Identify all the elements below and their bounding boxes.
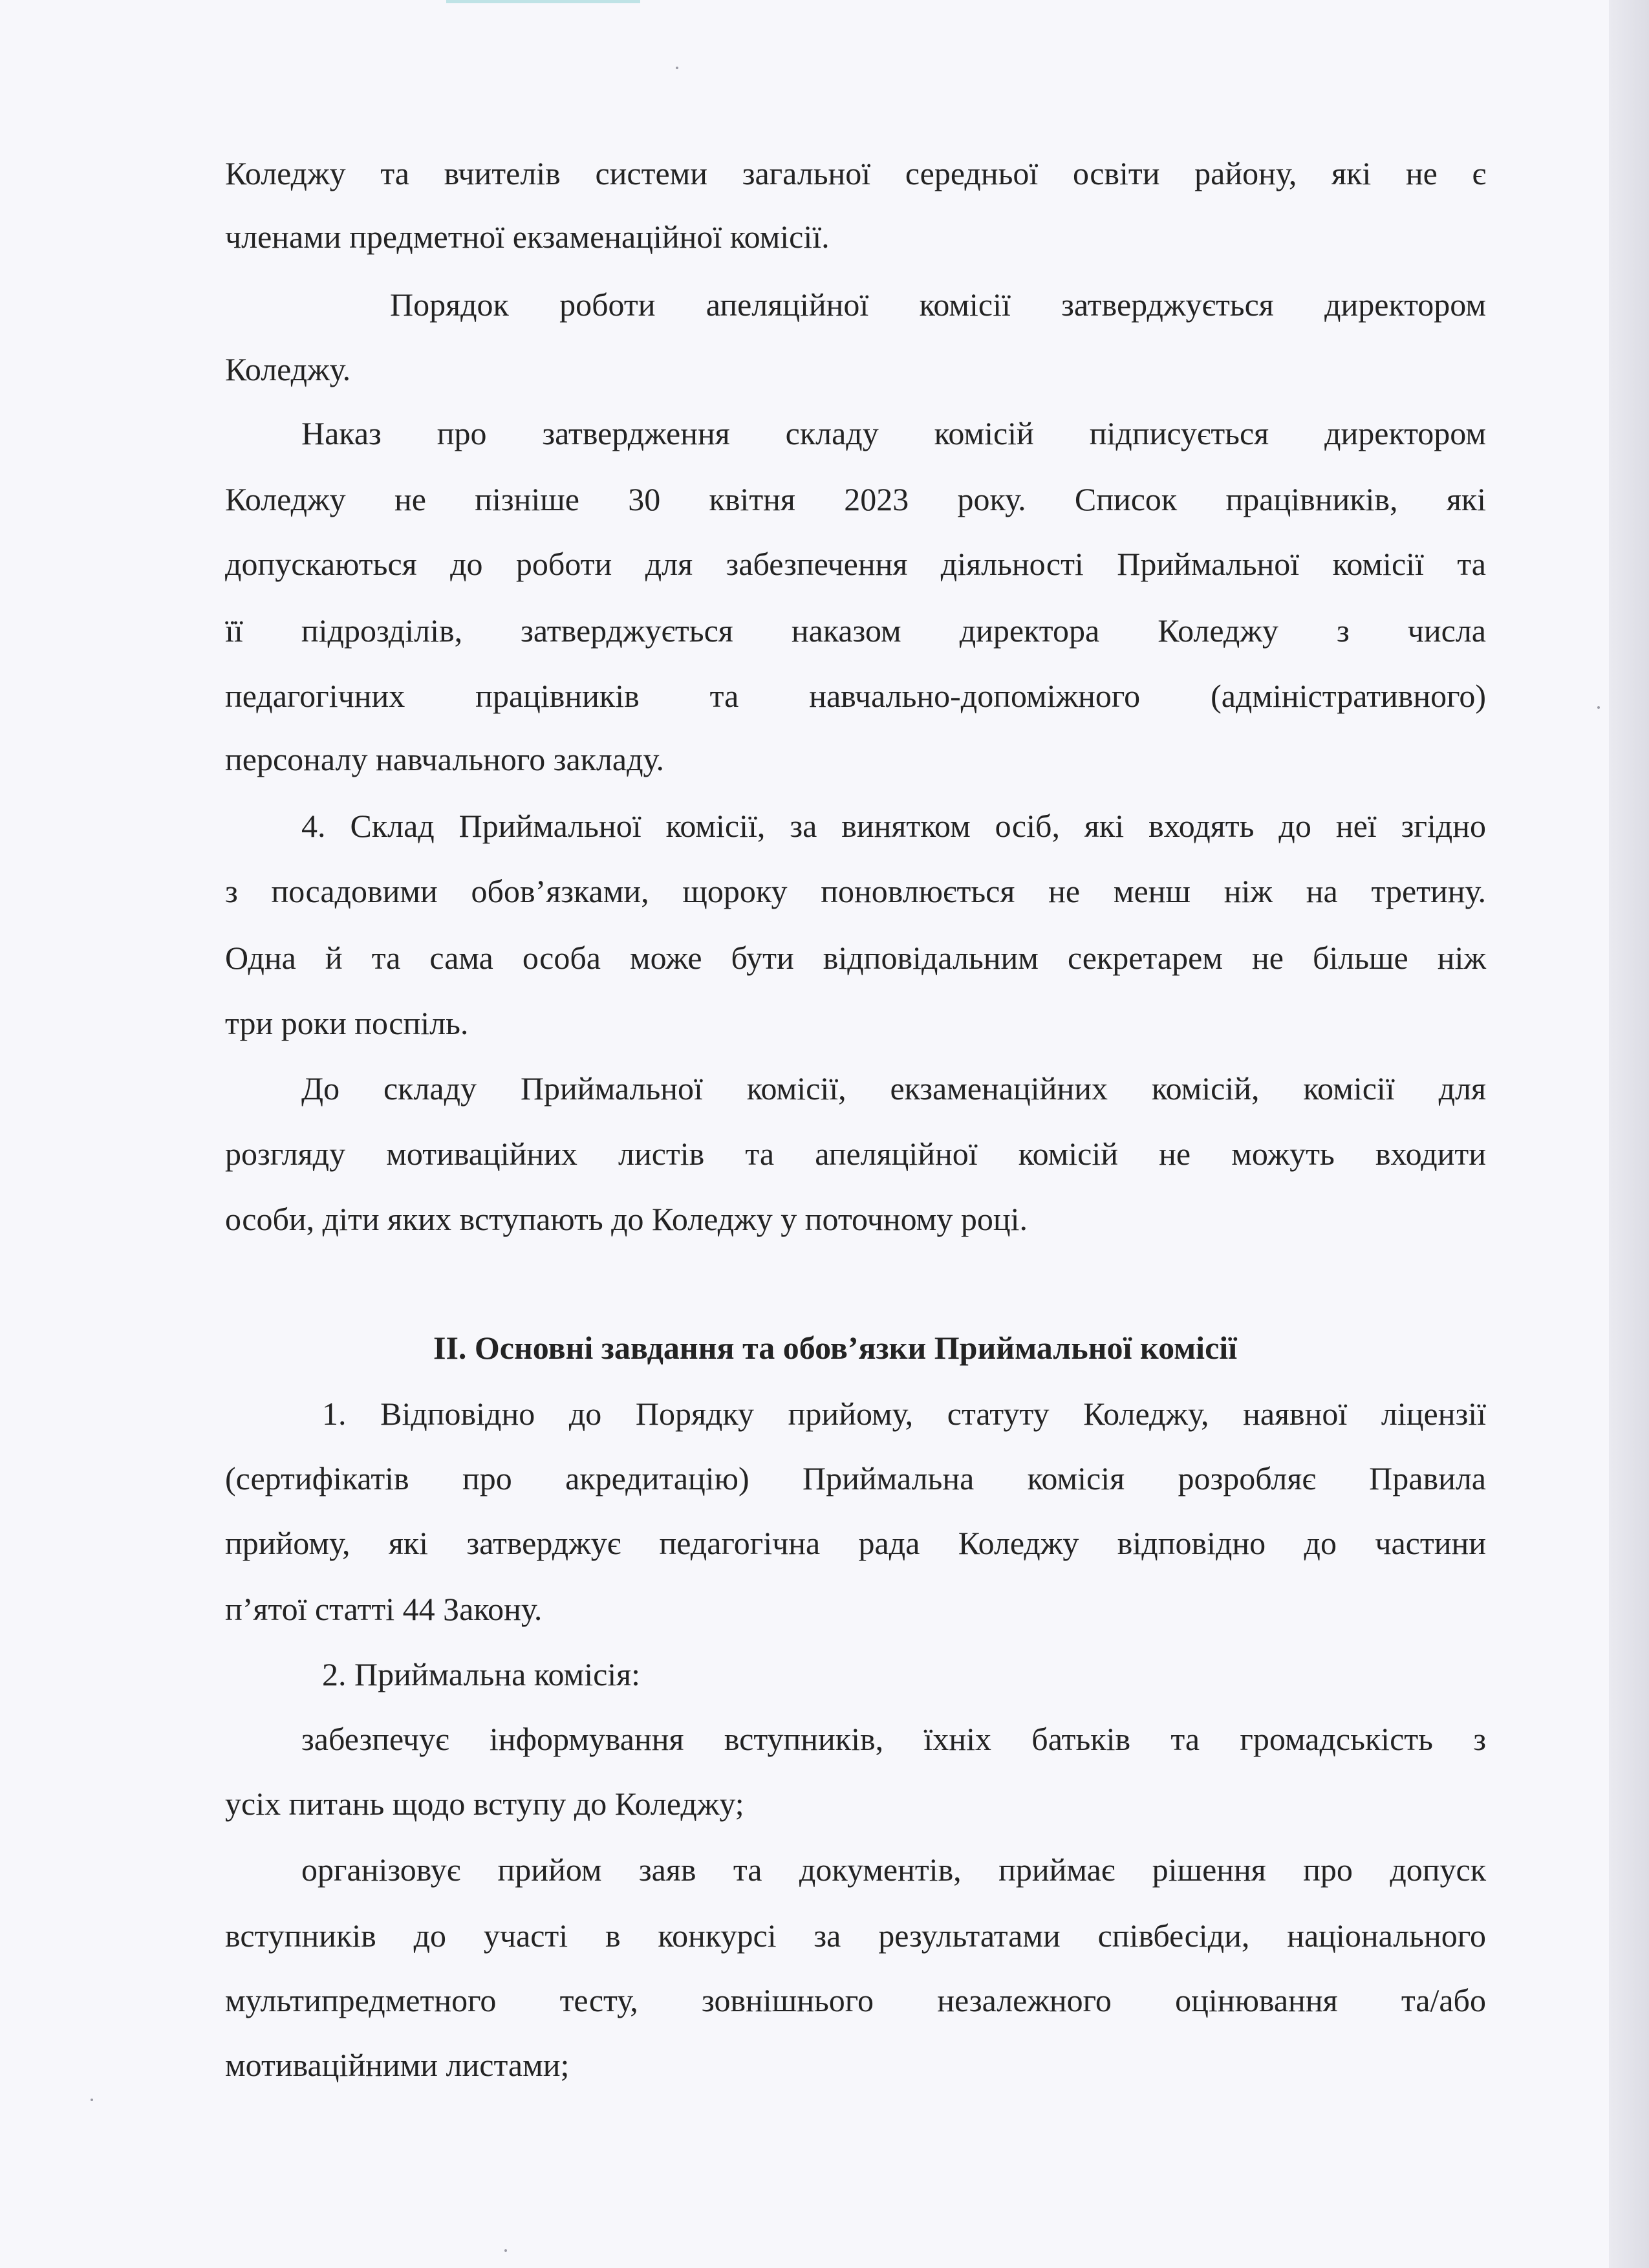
paragraph-line: Коледжу. [225,351,351,387]
paragraph-line: особи, діти яких вступають до Коледжу у поточному році. [225,1201,1028,1237]
paragraph-line: вступників до участі в конкурсі за результатами співбесіди, національного [225,1917,1486,1954]
paragraph-line: організовує прийом заяв та документів, приймає рішення про допуск [301,1852,1486,1888]
section-heading: ІІ. Основні завдання та обов’язки Приймальної комісії [433,1330,1238,1366]
paragraph-line: Коледжу не пізніше 30 квітня 2023 року. Список працівників, які [225,481,1486,517]
paragraph-line: педагогічних працівників та навчально-допоміжного (адміністративного) [225,678,1486,714]
paragraph-line: персоналу навчального закладу. [225,741,665,777]
paragraph-line: з посадовими обов’язками, щороку поновлюється не менш ніж на третину. [225,873,1486,909]
paragraph-line: 1. Відповідно до Порядку прийому, статуту Коледжу, наявної ліцензії [322,1396,1486,1432]
paragraph-line: 4. Склад Приймальної комісії, за винятком осіб, які входять до неї згідно [301,808,1486,844]
paragraph-line: усіх питань щодо вступу до Коледжу; [225,1786,744,1822]
paragraph-line: мотиваційними листами; [225,2047,570,2083]
paragraph-line: (сертифікатів про акредитацію) Приймальна комісія розробляє Правила [225,1460,1486,1496]
paragraph-line: допускаються до роботи для забезпечення діяльності Приймальної комісії та [225,546,1486,582]
paragraph-line: 2. Приймальна комісія: [322,1656,641,1692]
paragraph-line: мультипредметного тесту, зовнішнього незалежного оцінювання та/або [225,1982,1486,2018]
paragraph-line: розгляду мотиваційних листів та апеляційної комісій не можуть входити [225,1136,1486,1172]
scan-speck [504,2249,507,2252]
paragraph-line: прийому, які затверджує педагогічна рада Коледжу відповідно до частини [225,1525,1486,1561]
paragraph-line: Наказ про затвердження складу комісій підписується директором [301,415,1486,451]
paragraph-line: три роки поспіль. [225,1005,469,1041]
paragraph-line: членами предметної екзаменаційної комісії. [225,219,830,255]
paragraph-line: її підрозділів, затверджується наказом директора Коледжу з числа [225,612,1486,649]
paragraph-line: Коледжу та вчителів системи загальної середньої освіти району, які не є [225,155,1486,191]
paragraph-line: До складу Приймальної комісії, екзаменаційних комісій, комісії для [301,1070,1486,1107]
scan-edge-mark [446,0,640,3]
paragraph-line: п’ятої статті 44 Закону. [225,1591,543,1627]
scan-speck [91,2099,93,2101]
scan-speck [676,67,678,69]
paragraph-line: забезпечує інформування вступників, їхніх батьків та громадськість з [301,1721,1486,1757]
scan-speck [1597,706,1600,709]
paragraph-line: Порядок роботи апеляційної комісії затверджується директором [390,286,1486,323]
paragraph-line: Одна й та сама особа може бути відповідальним секретарем не більше ніж [225,940,1486,976]
scanner-edge [1609,0,1649,2268]
